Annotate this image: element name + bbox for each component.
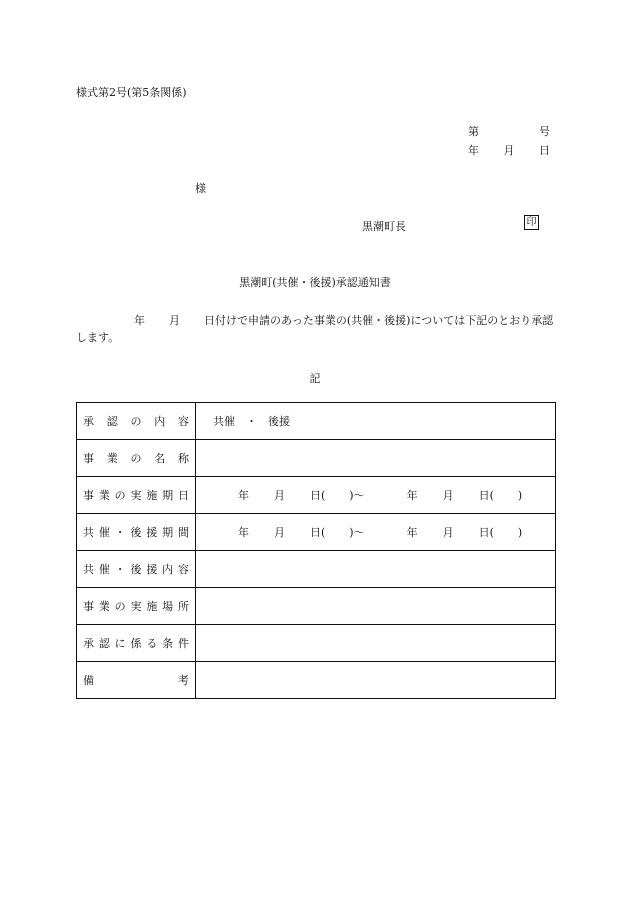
label-support-period: 共 催 ・ 後 援 期 間	[83, 526, 189, 539]
date-day-open-end: 日(	[478, 489, 494, 502]
issue-date-day: 日	[539, 144, 550, 157]
document-title: 黒潮町(共催・後援)承認通知書	[239, 276, 391, 289]
issue-date-month: 月	[503, 144, 515, 157]
label-project-name: 事 業 の 名 称	[83, 452, 189, 465]
form-number: 様式第2号(第5条関係)	[76, 86, 187, 99]
approval-details-table	[76, 402, 556, 699]
ki-heading: 記	[309, 372, 321, 385]
value-approval-conditions	[196, 625, 556, 662]
label-project-location: 事 業 の 実 施 場 所	[83, 600, 189, 613]
value-project-name	[196, 440, 556, 477]
value-remarks	[196, 662, 556, 699]
document-number-suffix: 号	[539, 125, 550, 138]
row-label	[77, 403, 196, 440]
value-project-date	[196, 477, 556, 514]
date-range	[213, 487, 555, 503]
date-day-open: 日(	[310, 489, 326, 502]
value-project-location	[196, 588, 556, 625]
recipient-suffix: 様	[195, 182, 206, 195]
row-label	[77, 662, 196, 699]
table-row	[77, 440, 556, 477]
date-year-end: 年	[406, 526, 418, 539]
row-label	[77, 440, 196, 477]
label-approval-content: 承 認 の 内 容	[83, 415, 189, 428]
date-day-open: 日(	[310, 526, 326, 539]
table-row	[77, 477, 556, 514]
body-text	[76, 312, 554, 346]
row-label	[77, 551, 196, 588]
value-support-content	[196, 551, 556, 588]
value-support-period	[196, 514, 556, 551]
date-year: 年	[238, 489, 249, 502]
table-row	[77, 588, 556, 625]
date-year: 年	[238, 526, 249, 539]
table-row	[77, 514, 556, 551]
date-month-end: 月	[442, 526, 454, 539]
seal-mark: 印	[524, 215, 539, 230]
value-approval-content: 共催 ・ 後援	[196, 403, 556, 440]
table-row	[77, 403, 556, 440]
issue-date-line	[468, 142, 550, 158]
document-number-line	[468, 123, 550, 139]
date-day-close-end: )	[517, 488, 523, 502]
date-year-end: 年	[406, 489, 418, 502]
table-row	[77, 662, 556, 699]
row-label	[77, 625, 196, 662]
body-year: 年	[134, 314, 145, 327]
label-approval-conditions: 承 認 に 係 る 条 件	[83, 637, 189, 650]
table-row	[77, 625, 556, 662]
label-remarks: 備 考	[83, 674, 189, 687]
date-month: 月	[274, 526, 285, 539]
date-day-close: )～	[349, 526, 365, 539]
document-number-prefix: 第	[468, 125, 479, 138]
date-range	[213, 524, 555, 540]
sender-title: 黒潮町長	[362, 220, 406, 233]
issue-date-year: 年	[468, 144, 479, 157]
row-label	[77, 514, 196, 551]
body-rest: 日付けで申請のあった事業の(共催・後援)については下記のとおり承認します。	[76, 314, 554, 344]
date-day-close-end: )	[517, 525, 523, 539]
date-month: 月	[274, 489, 285, 502]
date-day-open-end: 日(	[478, 526, 494, 539]
row-label	[77, 588, 196, 625]
row-label	[77, 477, 196, 514]
label-project-date: 事 業 の 実 施 期 日	[83, 489, 189, 502]
body-month: 月	[169, 314, 180, 327]
date-month-end: 月	[442, 489, 454, 502]
label-support-content: 共 催 ・ 後 援 内 容	[83, 563, 189, 576]
table-row	[77, 551, 556, 588]
date-day-close: )～	[349, 489, 365, 502]
